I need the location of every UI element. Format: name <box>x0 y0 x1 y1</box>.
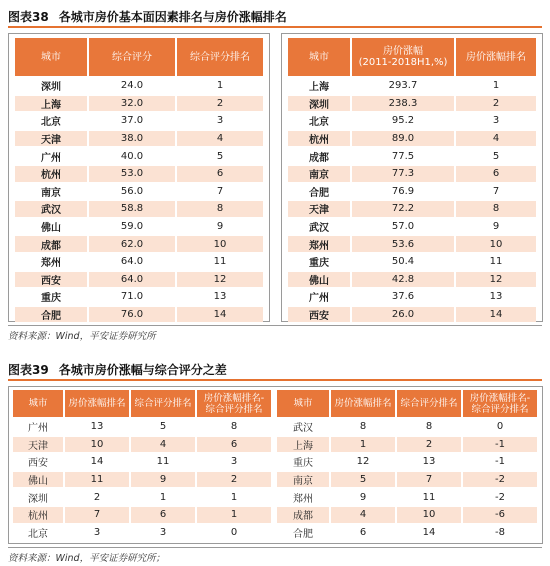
value-cell: 14 <box>395 525 461 541</box>
table-row <box>15 113 263 129</box>
table-row <box>288 272 536 288</box>
city-cell: 天津 <box>288 201 350 217</box>
city-cell: 北京 <box>309 117 329 129</box>
table-row <box>13 472 271 488</box>
value-cell: 3 <box>195 454 271 470</box>
column-header: 房价涨幅排名 <box>454 38 536 76</box>
value-cell: 2 <box>175 96 263 112</box>
column-header: 城市 <box>13 390 63 417</box>
value-cell: 11 <box>454 254 536 270</box>
value-cell: 11 <box>395 489 461 505</box>
value-cell: 14 <box>454 307 536 323</box>
table-row <box>288 236 536 252</box>
value-cell: 3 <box>454 113 536 129</box>
table-row <box>288 166 536 182</box>
table-row <box>15 184 263 200</box>
value-cell: 13 <box>395 454 461 470</box>
column-header: 房价涨幅 (2011-2018H1,%) <box>350 38 454 76</box>
value-cell: 293.7 <box>350 78 454 94</box>
table-row <box>288 201 536 217</box>
value-cell: 64.0 <box>87 254 175 270</box>
figure-39-source: 资料来源：Wind，平安证券研究所； <box>8 547 542 564</box>
value-cell: 37.6 <box>350 289 454 305</box>
column-header: 房价涨幅排名- 综合评分排名 <box>461 390 537 417</box>
city-cell: 郑州 <box>293 493 313 505</box>
column-header: 房价涨幅排名 <box>63 390 129 417</box>
city-cell: 杭州 <box>288 131 350 147</box>
value-cell: 8 <box>195 419 271 435</box>
city-cell: 郑州 <box>288 236 350 252</box>
rank-table-right <box>288 36 536 324</box>
value-cell: 56.0 <box>87 184 175 200</box>
value-cell: 6 <box>454 166 536 182</box>
figure-38-source: 资料来源：Wind，平安证券研究所 <box>8 325 542 342</box>
value-cell: 13 <box>63 419 129 435</box>
table-row <box>288 113 536 129</box>
table-row <box>15 201 263 217</box>
table-row <box>288 219 536 235</box>
table-row <box>13 419 271 435</box>
value-cell: 40.0 <box>87 148 175 164</box>
value-cell: 1 <box>454 78 536 94</box>
city-cell: 广州 <box>309 293 329 305</box>
column-header: 城市 <box>277 390 329 417</box>
value-cell: 14 <box>63 454 129 470</box>
city-cell: 南京 <box>41 187 61 199</box>
city-cell: 北京 <box>41 117 61 129</box>
value-cell: 3 <box>129 525 195 541</box>
value-cell: 8 <box>395 419 461 435</box>
value-cell: 76.0 <box>87 307 175 323</box>
value-cell: 77.5 <box>350 148 454 164</box>
city-cell: 南京 <box>277 472 329 488</box>
table-row <box>13 525 271 541</box>
value-cell: 11 <box>63 472 129 488</box>
column-header: 综合评分 <box>87 38 175 76</box>
table-row <box>277 507 537 523</box>
city-cell: 广州 <box>28 423 48 435</box>
value-cell: 8 <box>175 201 263 217</box>
city-cell: 西安 <box>15 272 87 288</box>
city-cell: 杭州 <box>13 507 63 523</box>
table-row <box>288 148 536 164</box>
city-cell: 深圳 <box>41 82 61 94</box>
table-row <box>288 184 536 200</box>
table-row <box>288 289 536 305</box>
value-cell: 10 <box>175 236 263 252</box>
city-cell: 郑州 <box>41 258 61 270</box>
city-cell: 佛山 <box>41 223 61 235</box>
value-cell: 4 <box>129 437 195 453</box>
value-cell: 2 <box>63 489 129 505</box>
value-cell: 7 <box>454 184 536 200</box>
figure-39-title <box>8 361 542 381</box>
value-cell: 6 <box>195 437 271 453</box>
value-cell: 3 <box>175 113 263 129</box>
table-row <box>15 96 263 112</box>
value-cell: 11 <box>175 254 263 270</box>
value-cell: 10 <box>454 236 536 252</box>
city-cell: 武汉 <box>15 201 87 217</box>
table-row <box>15 272 263 288</box>
value-cell: 42.8 <box>350 272 454 288</box>
table-row <box>13 454 271 470</box>
value-cell: 1 <box>329 437 395 453</box>
table-row <box>288 307 536 323</box>
value-cell: 5 <box>175 148 263 164</box>
value-cell: 89.0 <box>350 131 454 147</box>
value-cell: 1 <box>175 78 263 94</box>
table-row <box>277 525 537 541</box>
table-row <box>288 78 536 94</box>
value-cell: 6 <box>329 525 395 541</box>
value-cell: 7 <box>63 507 129 523</box>
value-cell: 62.0 <box>87 236 175 252</box>
value-cell: 4 <box>454 131 536 147</box>
value-cell: 10 <box>63 437 129 453</box>
city-cell: 天津 <box>13 437 63 453</box>
value-cell: 5 <box>454 148 536 164</box>
figure-38-left-box <box>8 33 270 322</box>
value-cell: 5 <box>129 419 195 435</box>
column-header: 城市 <box>288 38 350 76</box>
city-cell: 重庆 <box>41 293 61 305</box>
value-cell: 14 <box>175 307 263 323</box>
value-cell: 3 <box>63 525 129 541</box>
value-cell: 2 <box>395 437 461 453</box>
city-cell: 西安 <box>288 307 350 323</box>
city-cell: 广州 <box>41 152 61 164</box>
value-cell: 4 <box>175 131 263 147</box>
value-cell: -2 <box>461 489 537 505</box>
city-cell: 合肥 <box>309 187 329 199</box>
city-cell: 南京 <box>288 166 350 182</box>
table-row <box>277 454 537 470</box>
table-row <box>15 148 263 164</box>
city-cell: 北京 <box>28 528 48 540</box>
table-row <box>13 437 271 453</box>
city-cell: 武汉 <box>309 223 329 235</box>
city-cell: 成都 <box>15 236 87 252</box>
table-row <box>15 236 263 252</box>
value-cell: 1 <box>195 489 271 505</box>
city-cell: 深圳 <box>28 493 48 505</box>
value-cell: -1 <box>461 437 537 453</box>
value-cell: 9 <box>454 219 536 235</box>
value-cell: -1 <box>461 454 537 470</box>
value-cell: 1 <box>195 507 271 523</box>
value-cell: 9 <box>175 219 263 235</box>
value-cell: 59.0 <box>87 219 175 235</box>
value-cell: 32.0 <box>87 96 175 112</box>
value-cell: 13 <box>175 289 263 305</box>
figure-39-label: 图表39 <box>8 363 49 377</box>
value-cell: 6 <box>129 507 195 523</box>
city-cell: 成都 <box>277 507 329 523</box>
city-cell: 成都 <box>309 152 329 164</box>
column-header: 综合评分排名 <box>175 38 263 76</box>
figure-39 <box>8 355 542 566</box>
value-cell: 1 <box>129 489 195 505</box>
figure-39-box <box>8 386 543 544</box>
value-cell: 7 <box>395 472 461 488</box>
table-row <box>288 254 536 270</box>
table-row <box>277 419 537 435</box>
value-cell: 72.2 <box>350 201 454 217</box>
city-cell: 佛山 <box>13 472 63 488</box>
value-cell: 24.0 <box>87 78 175 94</box>
table-row <box>15 307 263 323</box>
column-header: 城市 <box>15 38 87 76</box>
value-cell: -8 <box>461 525 537 541</box>
table-row <box>277 472 537 488</box>
city-cell: 天津 <box>15 131 87 147</box>
value-cell: 53.0 <box>87 166 175 182</box>
value-cell: 2 <box>454 96 536 112</box>
figure-38-title-text: 各城市房价基本面因素排名与房价涨幅排名 <box>58 10 287 24</box>
table-row <box>288 96 536 112</box>
city-cell: 深圳 <box>288 96 350 112</box>
diff-table-right <box>277 388 537 542</box>
column-header: 房价涨幅排名- 综合评分排名 <box>195 390 271 417</box>
city-cell: 武汉 <box>293 423 313 435</box>
value-cell: 4 <box>329 507 395 523</box>
table-row <box>277 437 537 453</box>
figure-38-label: 图表38 <box>8 10 49 24</box>
value-cell: 38.0 <box>87 131 175 147</box>
city-cell: 合肥 <box>293 528 313 540</box>
value-cell: 26.0 <box>350 307 454 323</box>
diff-table-left <box>13 388 271 542</box>
value-cell: 6 <box>175 166 263 182</box>
value-cell: 5 <box>329 472 395 488</box>
value-cell: 0 <box>195 525 271 541</box>
table-row <box>15 78 263 94</box>
value-cell: 58.8 <box>87 201 175 217</box>
table-row <box>15 166 263 182</box>
value-cell: 11 <box>129 454 195 470</box>
table-row <box>15 289 263 305</box>
value-cell: 0 <box>461 419 537 435</box>
value-cell: 57.0 <box>350 219 454 235</box>
value-cell: 50.4 <box>350 254 454 270</box>
table-row <box>13 507 271 523</box>
figure-38 <box>8 0 542 345</box>
city-cell: 合肥 <box>15 307 87 323</box>
value-cell: 13 <box>454 289 536 305</box>
table-row <box>15 254 263 270</box>
value-cell: 12 <box>175 272 263 288</box>
value-cell: 8 <box>329 419 395 435</box>
city-cell: 上海 <box>15 96 87 112</box>
city-cell: 重庆 <box>309 258 329 270</box>
value-cell: -2 <box>461 472 537 488</box>
city-cell: 上海 <box>277 437 329 453</box>
figure-38-title <box>8 8 542 28</box>
value-cell: 71.0 <box>87 289 175 305</box>
value-cell: 76.9 <box>350 184 454 200</box>
value-cell: -6 <box>461 507 537 523</box>
value-cell: 12 <box>329 454 395 470</box>
value-cell: 9 <box>129 472 195 488</box>
table-row <box>13 489 271 505</box>
figure-38-right-box <box>281 33 543 322</box>
city-cell: 上海 <box>309 82 329 94</box>
value-cell: 53.6 <box>350 236 454 252</box>
column-header: 房价涨幅排名 <box>329 390 395 417</box>
table-row <box>15 131 263 147</box>
value-cell: 77.3 <box>350 166 454 182</box>
value-cell: 9 <box>329 489 395 505</box>
value-cell: 238.3 <box>350 96 454 112</box>
value-cell: 2 <box>195 472 271 488</box>
city-cell: 西安 <box>28 458 48 470</box>
value-cell: 10 <box>395 507 461 523</box>
value-cell: 8 <box>454 201 536 217</box>
table-row <box>288 131 536 147</box>
value-cell: 7 <box>175 184 263 200</box>
city-cell: 杭州 <box>15 166 87 182</box>
table-row <box>15 219 263 235</box>
city-cell: 重庆 <box>293 458 313 470</box>
value-cell: 95.2 <box>350 113 454 129</box>
value-cell: 12 <box>454 272 536 288</box>
value-cell: 64.0 <box>87 272 175 288</box>
figure-39-title-text: 各城市房价涨幅与综合评分之差 <box>58 363 227 377</box>
column-header: 综合评分排名 <box>395 390 461 417</box>
rank-table-left <box>15 36 263 324</box>
table-row <box>277 489 537 505</box>
city-cell: 佛山 <box>288 272 350 288</box>
column-header: 综合评分排名 <box>129 390 195 417</box>
value-cell: 37.0 <box>87 113 175 129</box>
